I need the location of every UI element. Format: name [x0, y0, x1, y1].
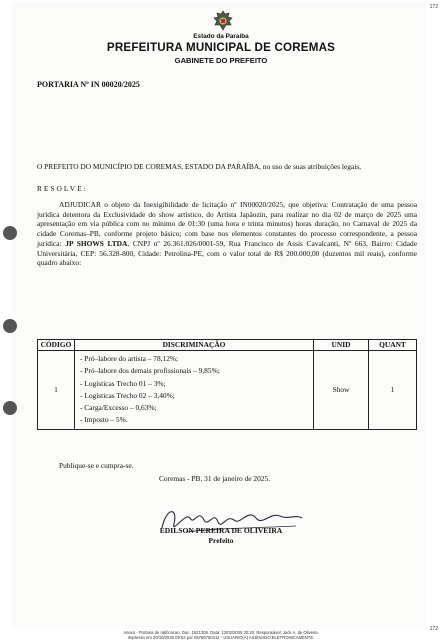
header-discriminacao: DISCRIMINAÇÃO	[75, 340, 314, 351]
body-paragraph	[37, 200, 417, 268]
item-line: - Pró–labore do artista – 78,12%;	[80, 354, 179, 363]
cell-codigo: 1	[38, 351, 75, 430]
state-name: Estado da Paraíba	[193, 33, 249, 40]
resolve-heading: RESOLVE:	[37, 184, 88, 193]
header-quant: QUANT	[369, 340, 417, 351]
page-number-top: 172	[429, 4, 438, 10]
coat-of-arms-icon	[212, 10, 234, 32]
punch-hole	[3, 401, 17, 415]
footer-line-1: Anexo - Portaria de ratificacao. Doc. 1621305. Data: 13/02/2025 20:20. Responsável: Jack A. de Oliveira.	[123, 630, 319, 635]
cell-quant: 1	[369, 351, 417, 430]
item-line: - Logísticas Trecho 02 – 3,40%;	[80, 390, 175, 400]
portaria-number: PORTARIA Nº IN 00020/2025	[37, 80, 140, 89]
closing-line: Publique-se e cumpra-se.	[59, 461, 134, 470]
item-line: - Logísticas Trecho 01 – 3%;	[80, 378, 166, 388]
date-line: Coremas - PB, 31 de janeiro de 2025.	[159, 474, 271, 483]
page-number-bottom: 172	[429, 626, 438, 632]
body-text-end: , CNPJ nº 26.361.026/0001-59, Rua Francisco de Assis Cavalcanti, Nº 663, Bairro: Cidade Universitária, CEP: 56.328-800, Cidade: Petrolina-PE, com o valor total de R$ 200.000,00 (duzentos mil reais), conforme quadro abaixo:	[37, 238, 417, 268]
table-header-row	[38, 340, 417, 351]
header-unid: UNID	[314, 340, 369, 351]
signatory-name: EDILSON PEREIRA DE OLIVEIRA	[159, 526, 283, 535]
cell-unid: Show	[314, 351, 369, 430]
body-text-start: ADJUDICAR o objeto da Inexigibilidade de licitação nº IN00020/2025, que objetiva: Contratação de uma pessoa jurídica detentora da Exclusividade do show artístico, do Artista Japãozin, para realizar no dia 02 de março de 2025 uma apresentação em via pública com no mínimo de 01:30 (uma hora e trinta minutos) horas duração, no Carnaval de 2025 da cidade Coremas–PB, conforme projeto básico; com base nos elementos constantes do processo correspondente, a pessoa jurídica:	[37, 200, 417, 248]
item-line: - Imposto – 5%.	[80, 415, 128, 425]
header-codigo: CÓDIGO	[38, 340, 75, 351]
footer-line-2: Impresso em 20/10/2025 09:53 por 06766750414 - USUARIO(A) ASSINADO ELETRONICAMENTE.	[127, 635, 315, 640]
cell-discriminacao	[75, 351, 314, 430]
punch-hole	[3, 226, 17, 240]
item-line: - Carga/Excesso – 0,63%;	[80, 403, 157, 413]
punch-hole	[3, 319, 17, 333]
table-row	[38, 351, 417, 430]
items-table	[37, 339, 417, 430]
company-name: JP SHOWS LTDA	[65, 238, 128, 248]
signatory-title: Prefeito	[208, 536, 234, 545]
gabinete-subtitle: GABINETE DO PREFEITO	[174, 56, 268, 65]
item-line: - Pró–labore dos demais profissionais – 9,85%;	[80, 366, 220, 376]
prefeitura-title: PREFEITURA MUNICIPAL DE COREMAS	[106, 41, 336, 54]
intro-paragraph: O PREFEITO DO MUNICÍPIO DE COREMAS, ESTADO DA PARAÍBA, no uso de suas atribuições legais,	[37, 162, 361, 171]
